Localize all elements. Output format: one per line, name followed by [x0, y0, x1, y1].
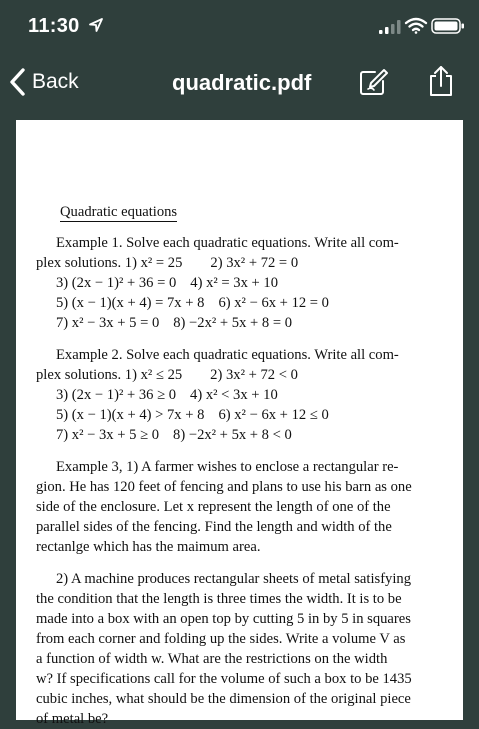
share-icon[interactable] [426, 65, 456, 97]
pdf-page [16, 120, 463, 727]
example-3b-line: 2) A machine produces rectangular sheets of metal satisfying [56, 571, 412, 587]
example-3b-line: the condition that the length is three times the width. It is to be [36, 591, 402, 607]
back-button[interactable] [8, 66, 79, 98]
page-content [36, 202, 456, 729]
example-2-intro-line-2: plex solutions. 1) x² ≤ 25 [36, 367, 183, 383]
example-3b-line: from each corner and folding up the sides. Write a volume V as [36, 631, 406, 647]
example-3b-line: cubic inches, what should be the dimension of the original piece [36, 691, 411, 707]
example-3b-line: made into a box with an open top by cutting 5 in by 5 in squares [36, 611, 411, 627]
example-3b-line: a function of width w. What are the restrictions on the width [36, 651, 388, 667]
status-time: 11:30 [28, 15, 80, 37]
battery-icon [431, 18, 465, 34]
wifi-icon [405, 17, 427, 34]
example-1-intro-line-2: plex solutions. 1) x² = 25 [36, 255, 183, 271]
example-3-line: parallel sides of the fencing. Find the length and width of the [36, 519, 392, 535]
example-2-eq-8: 8) −2x² + 5x + 8 < 0 [173, 427, 292, 443]
example-1-eq-6: 6) x² − 6x + 12 = 0 [218, 295, 329, 311]
example-1-eq-2: 2) 3x² + 72 = 0 [210, 255, 299, 271]
example-1 [36, 233, 456, 333]
example-3-line: side of the enclosure. Let x represent the length of one of the [36, 499, 391, 515]
example-2-eq-5: 5) (x − 1)(x + 4) > 7x + 8 [56, 407, 205, 423]
chevron-left-icon [8, 68, 26, 96]
example-1-eq-5: 5) (x − 1)(x + 4) = 7x + 8 [56, 295, 205, 311]
example-2-eq-7: 7) x² − 3x + 5 ≥ 0 [56, 427, 160, 443]
example-3b-line: of metal be? [36, 711, 109, 727]
example-3-line: Example 3, 1) A farmer wishes to enclose a rectangular re- [56, 459, 399, 475]
example-1-eq-4: 4) x² = 3x + 10 [190, 275, 278, 291]
example-3-line: rectanlge which has the maimum area. [36, 539, 261, 555]
section-heading: Quadratic equations [60, 204, 178, 220]
example-3-part-1 [36, 457, 456, 557]
example-1-eq-3: 3) (2x − 1)² + 36 = 0 [56, 275, 177, 291]
example-3b-line: w? If specifications call for the volume of such a box to be 1435 [36, 671, 412, 687]
example-1-eq-8: 8) −2x² + 5x + 8 = 0 [173, 315, 293, 331]
nav-bar [0, 48, 479, 114]
back-label: Back [32, 70, 79, 93]
document-title: quadratic.pdf [172, 70, 312, 95]
example-2-eq-3: 3) (2x − 1)² + 36 ≥ 0 [56, 387, 177, 403]
location-arrow-icon [88, 17, 104, 33]
example-2-intro-line-1: Example 2. Solve each quadratic equations. Write all com- [56, 347, 399, 363]
markup-pen-icon[interactable] [359, 68, 389, 96]
status-bar [0, 0, 479, 48]
example-2-eq-2: 2) 3x² + 72 < 0 [210, 367, 298, 383]
example-3-line: gion. He has 120 feet of fencing and plans to use his barn as one [36, 479, 412, 495]
example-3-part-2 [36, 569, 456, 729]
example-2-eq-4: 4) x² < 3x + 10 [190, 387, 278, 403]
cellular-signal-icon [379, 20, 401, 34]
example-1-eq-7: 7) x² − 3x + 5 = 0 [56, 315, 160, 331]
example-1-intro-line-1: Example 1. Solve each quadratic equations. Write all com- [56, 235, 399, 251]
document-viewer[interactable] [0, 114, 479, 727]
example-2-eq-6: 6) x² − 6x + 12 ≤ 0 [218, 407, 329, 423]
example-2 [36, 345, 456, 445]
